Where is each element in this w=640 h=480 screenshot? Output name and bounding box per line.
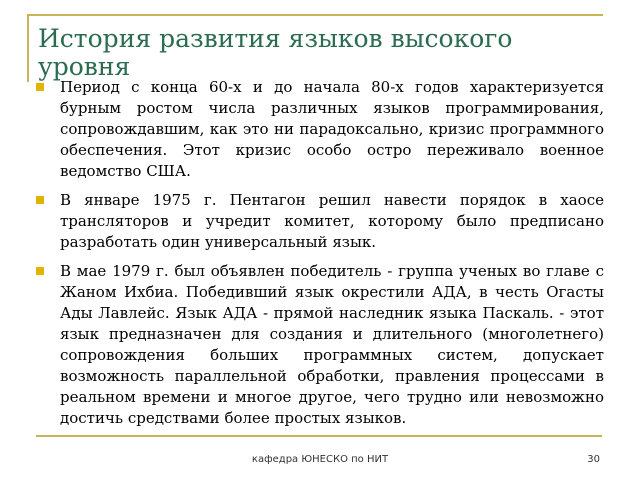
slide-title: История развития языков высокого уровня xyxy=(38,24,513,81)
bullet-item xyxy=(32,261,604,429)
bullet-text: В январе 1975 г. Пентагон решил навести порядок в хаосе трансляторов и учредит комитет, которому было предписано разработать один универсальный язык. xyxy=(60,191,604,251)
page-number: 30 xyxy=(587,454,600,465)
bullet-item xyxy=(32,190,604,253)
frame-top-line xyxy=(27,14,603,16)
bullet-square-icon xyxy=(36,83,44,91)
bullet-list xyxy=(32,77,604,437)
footer-text: кафедра ЮНЕСКО по НИТ xyxy=(251,454,389,465)
bullet-square-icon xyxy=(36,196,44,204)
frame-left-line xyxy=(27,14,29,82)
bullet-square-icon xyxy=(36,267,44,275)
bullet-item xyxy=(32,77,604,182)
bullet-text: Период с конца 60-х и до начала 80-х годов характеризуется бурным ростом числа различных языков программирования, сопровождавшим, как это ни парадоксально, кризис программного обеспечения. Этот кризис особо остро переживало военное ведомство США. xyxy=(60,78,604,180)
frame-bottom-line xyxy=(36,435,602,437)
bullet-text: В мае 1979 г. был объявлен победитель - группа ученых во главе с Жаном Ихбиа. Победивший язык окрестили АДА, в честь Огасты Ады Лавлейс. Язык АДА - прямой наследник языка Паскаль. - этот язык предназначен для создания и длительного (многолетнего) сопровождения больших программных систем, допускает возможность параллельной обработки, правления процессами в реальном времени и многое другое, чего трудно или невозможно достичь средствами более простых языков. xyxy=(60,262,604,427)
